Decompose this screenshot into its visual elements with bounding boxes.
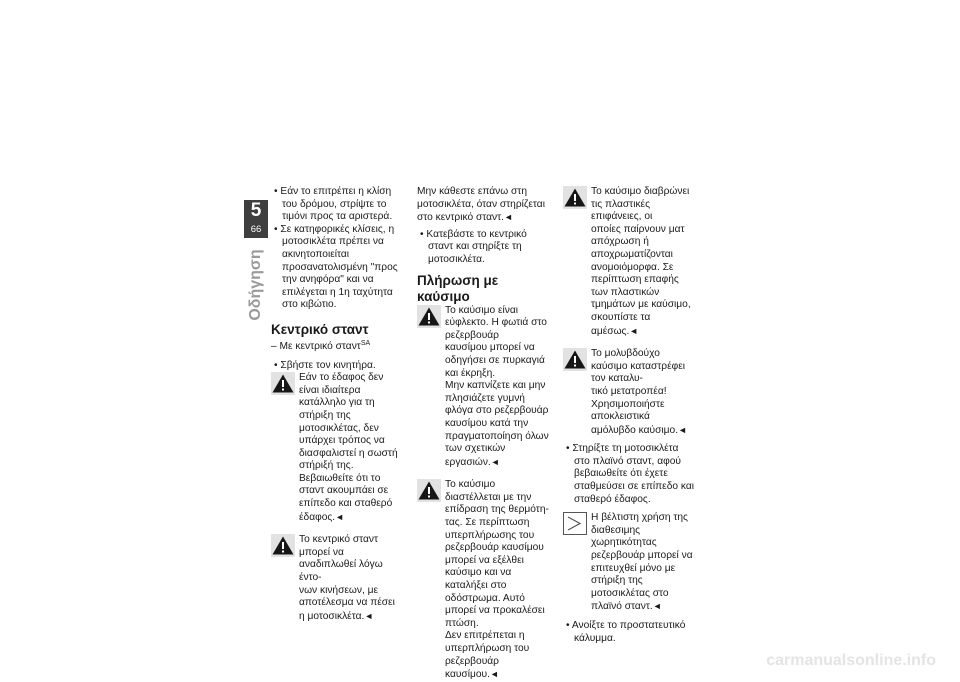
warning-box: Το κεντρικό σταντ μπορεί να αναδιπλωθεί λόγω έντο- νων κινήσεων, με αποτέλεσμα να πέσει η μοτοσικλέτα.◄ bbox=[271, 534, 403, 623]
end-marker: ◄ bbox=[364, 610, 374, 621]
warning-box: Εάν το έδαφος δεν είναι ιδιαίτερα κατάλληλο για τη στήριξη της μοτοσικλέτας, δεν υπάρχει τρόπος να διασφαλιστεί η σωστή στήριξή της. Βεβαιωθείτε ότι το σταντ ακουμπάει σε επίπεδο και σταθερό έδαφος.◄ bbox=[271, 372, 403, 524]
note-icon bbox=[563, 512, 587, 535]
column-3 bbox=[563, 186, 695, 645]
section-heading: Πλήρωση με καύσιμο bbox=[417, 272, 499, 304]
warning-icon bbox=[563, 348, 587, 371]
section-heading: Κεντρικό σταντ bbox=[271, 321, 369, 337]
warning-icon bbox=[271, 372, 295, 395]
bullet-item: • Στηρίξτε τη μοτοσικλέτα στο πλαϊνό σταντ, αφού βεβαιωθείτε ότι έχετε σταθμεύσει σε επίπεδο και σταθερό έδαφος. bbox=[566, 443, 694, 505]
warning-icon bbox=[563, 186, 587, 209]
bullet-item: • Εάν το επιτρέπει η κλίση του δρόμου, στρίψτε το τιμόνι προς τα αριστερά. bbox=[274, 186, 393, 223]
warning-icon bbox=[417, 305, 441, 328]
warning-box: Το καύσιμο είναι εύφλεκτο. Η φωτιά στο ρεζερβουάρ καυσίμου μπορεί να οδηγήσει σε πυρκαγιά και έκρηξη. Μην καπνίζετε και μην πλησιάζετε γυμνή φλόγα στο ρεζερβουάρ καυσίμου κατά την πραγματοποίηση όλων των σχετικών εργασιών.◄ bbox=[417, 305, 549, 470]
footer-watermark: carmanualsonline.info bbox=[766, 652, 936, 669]
sa-superscript: SA bbox=[360, 339, 371, 347]
page-number: 66 bbox=[250, 224, 262, 235]
warning-box: Το καύσιμο διαστέλλεται με την επίδραση της θερμότη- τας. Σε περίπτωση υπερπλήρωσης του ρεζερβουάρ καυσίμου μπορεί να εξέλθει καύσιμο και να καταλήξει στο οδόστρωμα. Αυτό μπορεί να προκαλέσει πτώση. Δεν επιτρέπεται η υπερπλήρωση του ρεζερβουάρ καυσίμου.◄ bbox=[417, 479, 549, 682]
warning-icon bbox=[417, 479, 441, 502]
bullet-item: • Ανοίξτε το προστατευτικό κάλυμμα. bbox=[566, 620, 686, 644]
chapter-title-vertical: Οδήγηση bbox=[247, 249, 264, 321]
end-marker: ◄ bbox=[335, 511, 345, 522]
bullet-item: • Κατεβάστε το κεντρικό σταντ και στηρίξτε τη μοτοσικλέτα. bbox=[420, 228, 527, 265]
column-2 bbox=[417, 186, 549, 682]
warning-box: Το μολυβδούχο καύσιμο καταστρέφει τον καταλυ- τικό μετατροπέα! Χρησιμοποιήστε αποκλειστικά αμόλυβδο καύσιμο.◄ bbox=[563, 348, 695, 437]
bullet-item: • Σβήστε τον κινητήρα. bbox=[274, 359, 376, 371]
column-1 bbox=[271, 186, 403, 623]
end-marker: ◄ bbox=[629, 325, 639, 336]
chapter-number: 5 bbox=[250, 200, 262, 221]
end-marker: ◄ bbox=[503, 212, 513, 223]
end-marker: ◄ bbox=[489, 669, 499, 680]
warning-box: Το καύσιμο διαβρώνει τις πλαστικές επιφάνειες, οι οποίες παίρνουν ματ απόχρωση ή αποχρωματίζονται ανομοιόμορφα. Σε περίπτωση επαφής των πλαστικών τμημάτων με καύσιμο, σκουπίστε τα αμέσως.◄ bbox=[563, 186, 695, 338]
end-marker: ◄ bbox=[652, 601, 662, 612]
note-box: Η βέλτιστη χρήση της διαθεσιμης χωρητικότητας ρεζερβουάρ μπορεί να επιτευχθεί μόνο με στήριξη της μοτοσικλέτας στο πλαϊνό σταντ.◄ bbox=[563, 512, 695, 614]
warning-icon bbox=[271, 534, 295, 557]
end-marker: ◄ bbox=[678, 424, 687, 435]
end-marker: ◄ bbox=[490, 456, 500, 467]
bullet-item: • Σε κατηφορικές κλίσεις, η μοτοσικλέτα πρέπει να ακινητοποιείται προσανατολισμένη "προς την ανηφόρα" και να επιλέγεται η 1η ταχύτητα στο κιβώτιο. bbox=[274, 223, 398, 311]
sa-line: – Με κεντρικό σταντ$^{SA}$ bbox=[271, 339, 371, 352]
paragraph: Μην κάθεστε επάνω στη μοτοσικλέτα, όταν στηρίζεται στο κεντρικό σταντ.◄ bbox=[417, 186, 545, 224]
